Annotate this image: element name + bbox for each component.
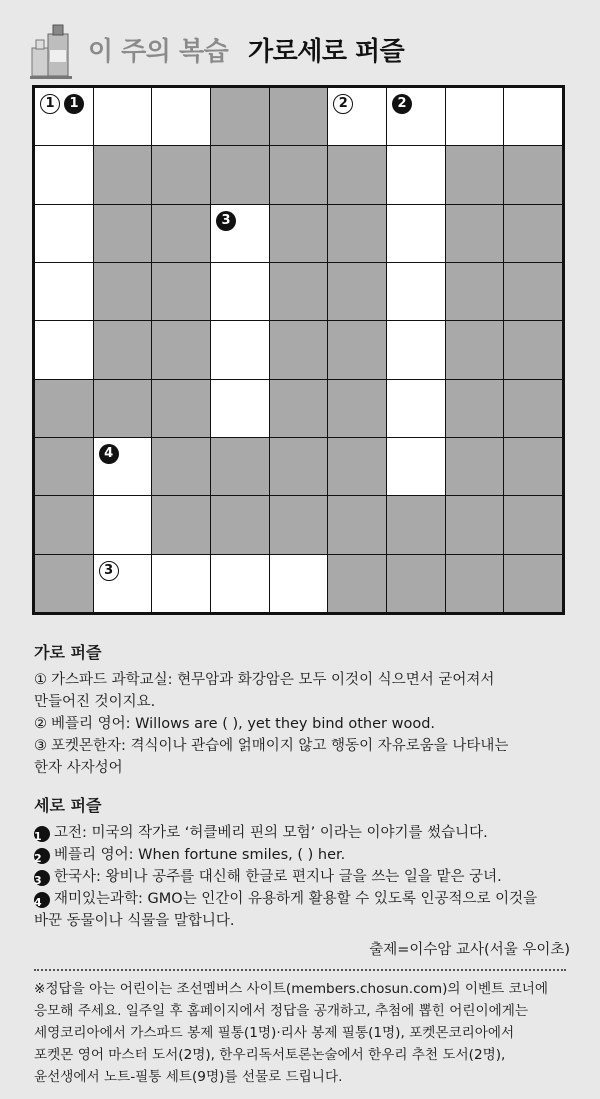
grid-cell-blocked (211, 88, 269, 145)
grid-cell-blocked (35, 496, 93, 553)
across-clue-text: 베플리 영어: Willows are ( ), yet they bind other wood. (51, 716, 436, 732)
across-clue-text: 포켓몬한자: 격식이나 관습에 얽매이지 않고 행동이 자유로움을 나타내는 (51, 738, 509, 754)
grid-cell-open[interactable] (94, 496, 152, 553)
grid-cell-open[interactable] (94, 88, 152, 145)
header (0, 0, 600, 85)
down-number-badge: 2 (392, 94, 412, 114)
grid-cell-blocked (35, 380, 93, 437)
clue-number (216, 211, 236, 231)
grid-cell-open[interactable] (387, 146, 445, 203)
grid-cell-blocked (270, 321, 328, 378)
grid-cell-blocked (446, 205, 504, 262)
down-clue-continuation: 바꾼 동물이나 식물을 말합니다. (34, 913, 235, 929)
grid-cell-blocked (270, 263, 328, 320)
grid-cell-blocked (328, 555, 386, 612)
grid-cell-blocked (446, 321, 504, 378)
across-clue (34, 713, 574, 735)
grid-cell-blocked (152, 205, 210, 262)
grid-cell-blocked (328, 496, 386, 553)
grid-cell-blocked (504, 321, 562, 378)
grid-cell-open[interactable] (211, 555, 269, 612)
grid-cell-blocked (504, 496, 562, 553)
notice-line: 포켓몬 영어 마스터 도서(2명), 한우리독서토론논술에서 한우리 추천 도서(2명), (34, 1047, 506, 1063)
grid-cell-blocked (387, 496, 445, 553)
down-clue-marker: 3 (34, 870, 50, 886)
crossword-grid (32, 85, 565, 615)
across-section (34, 640, 574, 779)
grid-cell-blocked (387, 555, 445, 612)
grid-cell-blocked (152, 438, 210, 495)
grid-cell-blocked (504, 438, 562, 495)
grid-cell-open[interactable] (504, 88, 562, 145)
grid-cell-blocked (328, 380, 386, 437)
grid-cell-open[interactable] (387, 438, 445, 495)
grid-cell-blocked (152, 496, 210, 553)
grid-cell-blocked (35, 438, 93, 495)
across-number-badge: 1 (40, 94, 60, 114)
grid-cell-blocked (328, 263, 386, 320)
credit-text: 출제=이수암 교사(서울 우이초) (369, 942, 570, 958)
grid-cell-blocked (504, 380, 562, 437)
grid-cell-blocked (152, 263, 210, 320)
grid-cell-blocked (446, 438, 504, 495)
grid-cell-blocked (504, 146, 562, 203)
down-clue-marker: 2 (34, 848, 50, 864)
grid-cell-blocked (504, 263, 562, 320)
grid-cell-open[interactable] (328, 88, 386, 145)
grid-cell-open[interactable] (211, 263, 269, 320)
title-review: 이 주의 복습 (88, 37, 229, 67)
grid-cell-blocked (446, 555, 504, 612)
grid-cell-blocked (328, 146, 386, 203)
across-clue-marker: ① (34, 672, 47, 688)
grid-cell-open[interactable] (387, 205, 445, 262)
grid-cell-blocked (446, 263, 504, 320)
grid-cell-blocked (211, 146, 269, 203)
across-clue-continuation: 만들어진 것이지요. (34, 694, 156, 710)
down-number-badge: 1 (64, 94, 84, 114)
across-clue-marker: ② (34, 716, 47, 732)
clue-number (333, 94, 353, 114)
grid-cell-blocked (152, 380, 210, 437)
clue-number (99, 561, 119, 581)
clue-number (40, 94, 84, 114)
across-title: 가로 퍼즐 (34, 643, 102, 662)
grid-cell-blocked (94, 263, 152, 320)
grid-cell-open[interactable] (387, 321, 445, 378)
across-clue-text: 가스파드 과학교실: 현무암과 화강암은 모두 이것이 식으면서 굳어져서 (51, 672, 495, 688)
grid-cell-open[interactable] (270, 555, 328, 612)
down-clue-text: 베플리 영어: When fortune smiles, ( ) her. (54, 847, 346, 863)
down-clue-marker: 4 (34, 892, 50, 908)
grid-cell-blocked (446, 380, 504, 437)
across-clue-marker: ③ (34, 738, 47, 754)
grid-cell-blocked (446, 496, 504, 553)
notice-text (34, 978, 574, 1088)
grid-cell-blocked (270, 380, 328, 437)
grid-cell-blocked (94, 146, 152, 203)
down-number-badge: 4 (99, 444, 119, 464)
grid-cell-blocked (152, 146, 210, 203)
down-clue (34, 888, 574, 932)
down-clue-text: 재미있는과학: GMO는 인간이 유용하게 활용할 수 있도록 인공적으로 이것을 (54, 891, 538, 907)
across-number-badge: 3 (99, 561, 119, 581)
grid-cell-open[interactable] (387, 88, 445, 145)
grid-cell-open[interactable] (387, 380, 445, 437)
grid-cell-blocked (35, 555, 93, 612)
grid-cell-blocked (270, 88, 328, 145)
grid-cell-blocked (504, 555, 562, 612)
grid-cell-open[interactable] (211, 380, 269, 437)
grid-cell-blocked (211, 438, 269, 495)
grid-cell-blocked (270, 146, 328, 203)
grid-cell-blocked (94, 205, 152, 262)
grid-cell-blocked (328, 438, 386, 495)
grid-cell-blocked (328, 205, 386, 262)
grid-cell-blocked (504, 205, 562, 262)
notice-line: ※정답을 아는 어린이는 조선멤버스 사이트(members.chosun.com)의 이벤트 코너에 (34, 981, 548, 997)
grid-cell-blocked (446, 146, 504, 203)
grid-cell-open[interactable] (211, 205, 269, 262)
grid-cell-open[interactable] (387, 263, 445, 320)
down-clue (34, 866, 574, 888)
down-clue-text: 고전: 미국의 작가로 ‘허클베리 핀의 모험’ 이라는 이야기를 썼습니다. (54, 825, 488, 841)
down-title: 세로 퍼즐 (34, 796, 102, 815)
grid-cell-open[interactable] (35, 321, 93, 378)
clues-section (34, 640, 574, 932)
grid-cell-open[interactable] (446, 88, 504, 145)
across-clue-list (34, 669, 574, 779)
grid-cell-blocked (94, 380, 152, 437)
grid-cell-open[interactable] (94, 555, 152, 612)
grid-cell-open[interactable] (35, 146, 93, 203)
down-clue-list (34, 822, 574, 932)
grid-cell-open[interactable] (35, 88, 93, 145)
down-clue (34, 844, 574, 866)
bottles-icon (28, 22, 74, 80)
grid-cell-open[interactable] (35, 205, 93, 262)
down-clue (34, 822, 574, 844)
grid-cell-open[interactable] (152, 88, 210, 145)
down-clue-text: 한국사: 왕비나 공주를 대신해 한글로 편지나 글을 쓰는 일을 맡은 궁녀. (54, 869, 502, 885)
grid-cell-blocked (211, 496, 269, 553)
notice-line: 응모해 주세요. 일주일 후 홈페이지에서 정답을 공개하고, 추첨에 뽑힌 어린이에게는 (34, 1003, 529, 1019)
grid-cell-blocked (270, 205, 328, 262)
notice-line: 세영코리아에서 가스파드 봉제 필통(1명)·리사 봉제 필통(1명), 포켓몬코리아에서 (34, 1025, 515, 1041)
grid-cell-blocked (328, 321, 386, 378)
notice-line: 윤선생에서 노트-필통 세트(9명)를 선물로 드립니다. (34, 1069, 343, 1085)
across-clue-continuation: 한자 사자성어 (34, 760, 123, 776)
grid-cell-blocked (270, 496, 328, 553)
grid-cell-open[interactable] (35, 263, 93, 320)
down-section (34, 793, 574, 932)
across-clue (34, 735, 574, 779)
across-number-badge: 2 (333, 94, 353, 114)
title-crossword: 가로세로 퍼즐 (248, 37, 405, 67)
dotted-divider (34, 969, 566, 971)
grid-cell-blocked (270, 438, 328, 495)
grid-cell-open[interactable] (152, 555, 210, 612)
across-clue (34, 669, 574, 713)
grid-cell-open[interactable] (94, 438, 152, 495)
clue-number (392, 94, 412, 114)
grid-cell-blocked (94, 321, 152, 378)
grid-cell-open[interactable] (211, 321, 269, 378)
grid-cell-blocked (152, 321, 210, 378)
down-clue-marker: 1 (34, 826, 50, 842)
clue-number (99, 444, 119, 464)
down-number-badge: 3 (216, 211, 236, 231)
